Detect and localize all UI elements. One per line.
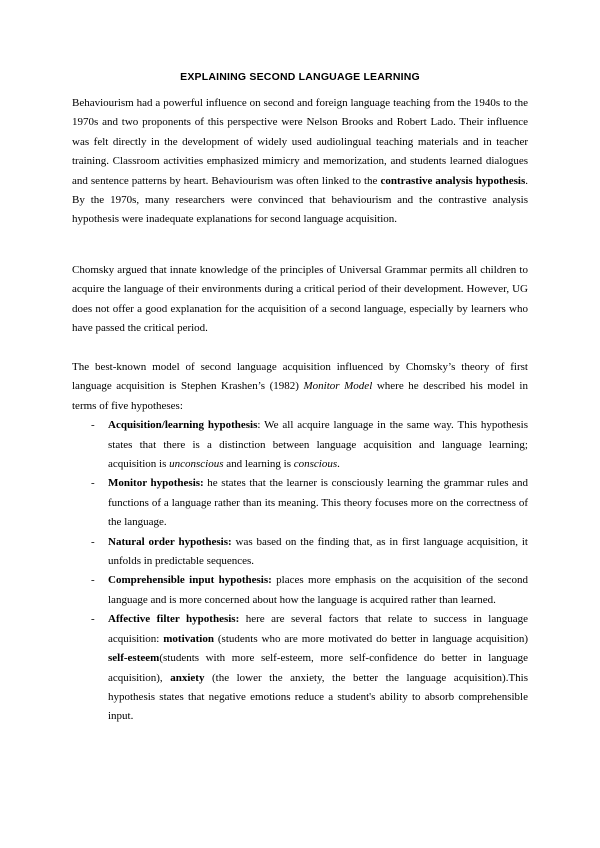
text: . By the 1970s, many researchers were convinced that behaviourism and the contrastive analysis hypothesis were inadequate explanations for second language acquisition.	[72, 174, 528, 226]
text: The best-known model of second language acquisition influenced by Chomsky’s theory of first language acquisition is Stephen Krashen’s (1982)	[72, 361, 528, 393]
item-term: Monitor hypothesis:	[108, 477, 204, 490]
item-term: Natural order hypothesis:	[108, 535, 232, 548]
text: Behaviourism had a powerful influence on second and foreign language teaching from the 1940s to the 1970s and two proponents of this perspective were Nelson Brooks and Robert Lado. Their influence was felt directly in the development of widely used audiolingual teaching materials and in teacher training. Classroom activities emphasized mimicry and memorization, and students learned dialogues and sentence patterns by heart. Behaviourism was often linked to the	[72, 97, 528, 187]
text: where he described his model in terms of five hypotheses:	[72, 380, 528, 412]
text: here are several factors that relate to success in language acquisition:	[108, 613, 528, 645]
bullet-dash: -	[91, 419, 95, 432]
text: places more emphasis on the acquisition of the second language and is more concerned about how the language is acquired rather than learned.	[108, 574, 528, 606]
item-term: Acquisition/learning hypothesis	[108, 419, 258, 432]
bold-term: motivation	[163, 632, 214, 645]
text: : We all acquire language in the same way. This hypothesis states that there is a distinction between language acquisition and language learning; acquisition is	[108, 419, 528, 471]
bullet-dash: -	[91, 613, 95, 626]
bullet-dash: -	[91, 535, 95, 548]
item-term: Comprehensible input hypothesis:	[108, 574, 272, 587]
text: he states that the learner is consciously learning the grammar rules and functions of a language rather than its meaning. This theory focuses more on the correctness of the language.	[108, 477, 528, 529]
paragraph-behaviourism	[72, 94, 528, 230]
bullet-dash: -	[91, 477, 95, 490]
document-title: EXPLAINING SECOND LANGUAGE LEARNING	[180, 71, 420, 83]
section-krashen	[72, 358, 528, 727]
bold-term: anxiety	[170, 671, 205, 684]
paragraph-krashen	[72, 358, 528, 416]
text: (students with more self-esteem, more self-confidence do better in language acquisition),	[108, 652, 528, 684]
list-item	[72, 571, 528, 610]
text: .	[337, 458, 340, 471]
hypotheses-list	[72, 416, 528, 727]
bullet-dash: -	[91, 574, 95, 587]
list-item	[72, 610, 528, 726]
list-item	[72, 533, 528, 572]
text: and learning is	[223, 458, 294, 471]
text: (students who are more motivated do better in language acquisition)	[213, 632, 529, 645]
text: (the lower the anxiety, the better the language acquisition).This hypothesis states that negative emotions reduce a student's ability to absorb comprehensible input.	[108, 671, 529, 723]
italic-term: conscious	[293, 458, 338, 471]
text: was based on the finding that, as in first language acquisition, it unfolds in predictable sequences.	[108, 535, 528, 568]
italic-term: Monitor Model	[303, 380, 373, 393]
list-item	[72, 416, 528, 474]
bold-term: self-esteem	[108, 652, 160, 665]
item-term: Affective filter hypothesis:	[108, 613, 240, 626]
paragraph-chomsky: Chomsky argued that innate knowledge of the principles of Universal Grammar permits all children to acquire the language of their environments during a critical period of their development. However, UG does not offer a good explanation for the acquisition of a second language, especially by learners who have passed the critical period.	[72, 264, 528, 335]
italic-term: unconscious	[169, 458, 224, 471]
bold-term: contrastive analysis hypothesis	[380, 174, 526, 187]
list-item	[72, 474, 528, 532]
